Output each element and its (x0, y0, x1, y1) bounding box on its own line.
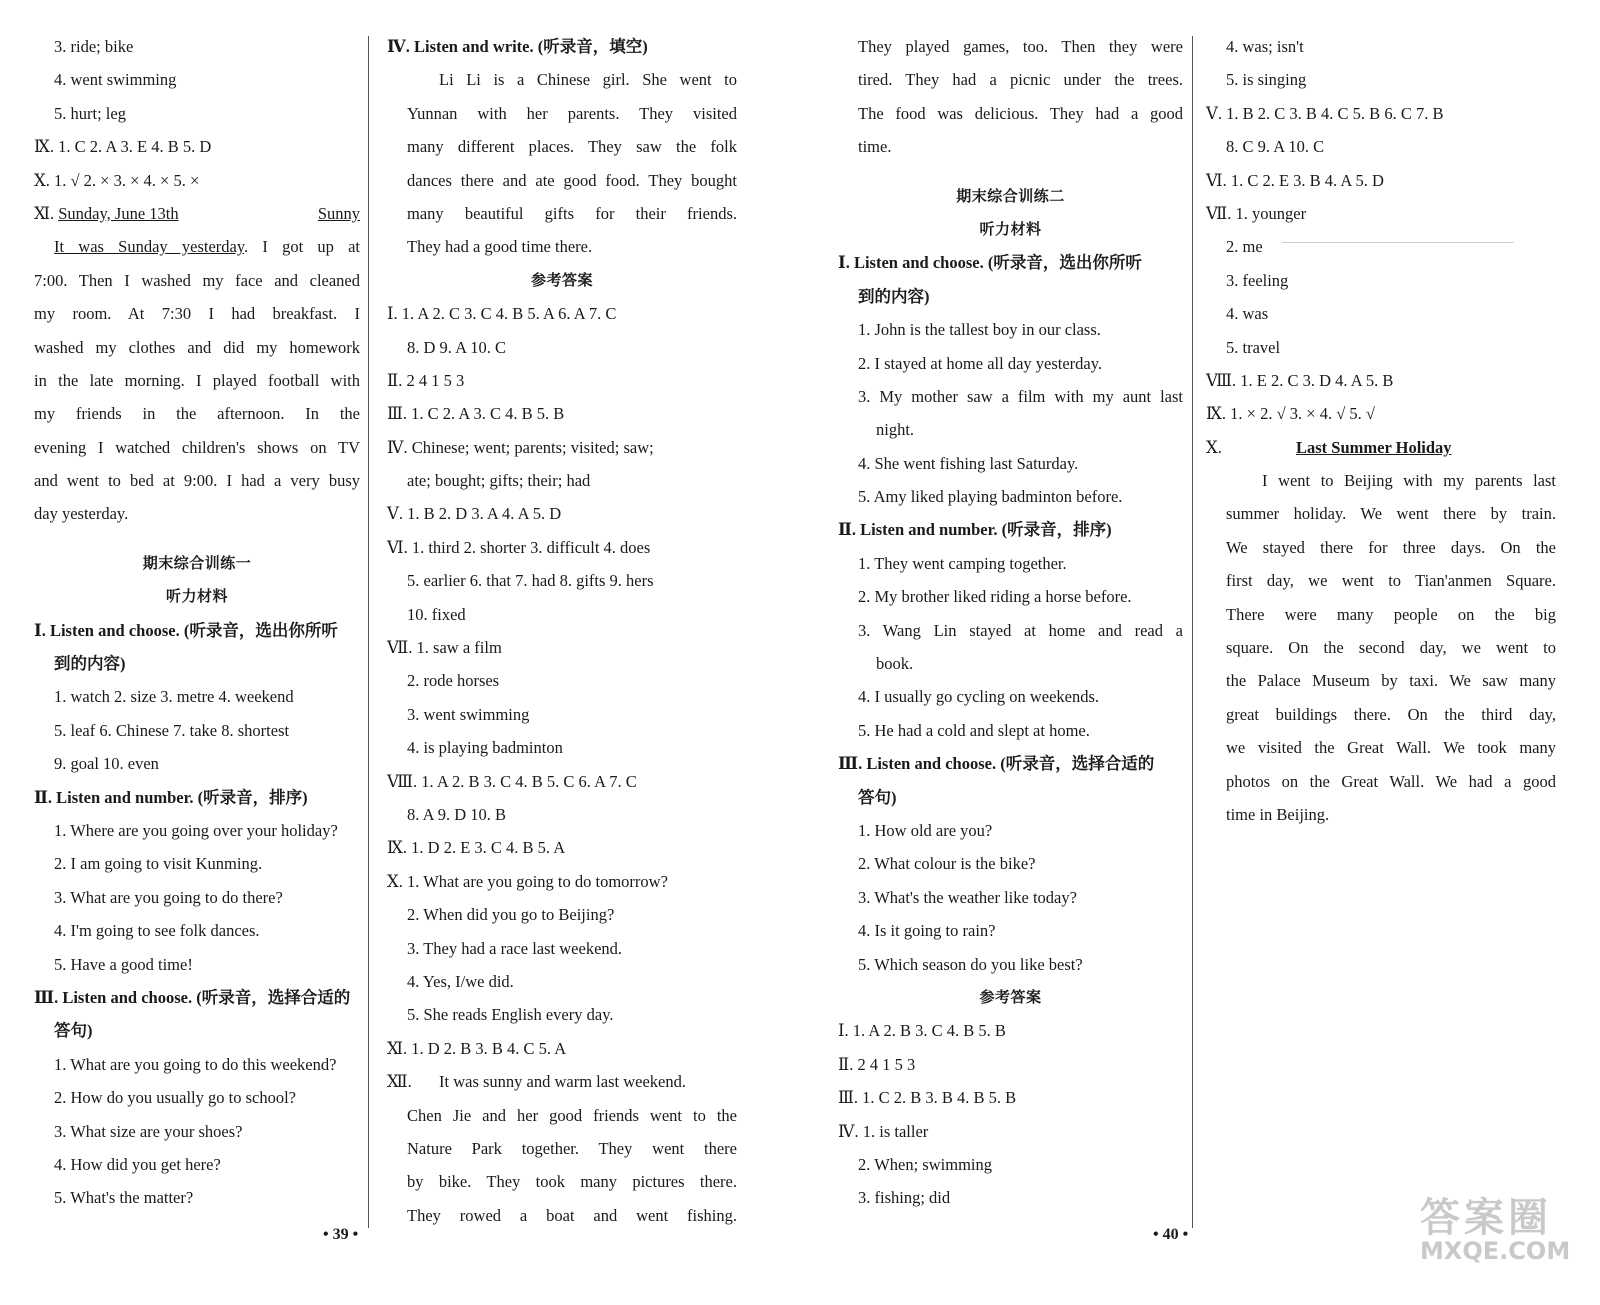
essay-line: Chen Jie and her good friends went to the (407, 1105, 737, 1125)
section-number: Ⅹ. (1206, 437, 1222, 457)
answer-line: 2. me (1226, 237, 1263, 257)
underlined-text: It was Sunday yesterday (54, 237, 245, 257)
answer-line: Ⅷ. 1. E 2. C 3. D 4. A 5. B (1206, 370, 1394, 390)
answer-line: 3. What size are your shoes? (54, 1121, 243, 1141)
listening-text: many beautiful gifts for their friends. (407, 203, 737, 223)
essay-line: the Palace Museum by taxi. We saw many (1226, 671, 1556, 691)
answer-line: 10. fixed (407, 604, 466, 624)
question-heading: 到的内容) (54, 654, 126, 674)
answer-line: 2. I am going to visit Kunming. (54, 854, 263, 874)
answer-line: 4. was (1226, 304, 1269, 324)
answer-line: 5. What's the matter? (54, 1188, 194, 1208)
essay-line: washed my clothes and did my homework (34, 337, 360, 357)
column-4 (1206, 30, 1556, 831)
section-subtitle: 参考答案 (530, 270, 593, 289)
essay-line: and went to bed at 9:00. I had a very busy (34, 471, 360, 491)
question-heading: 答句) (858, 787, 897, 807)
essay-title: Last Summer Holiday (1296, 437, 1452, 457)
listening-text: many different places. They saw the folk (407, 137, 737, 157)
answer-line: Ⅱ. 2 4 1 5 3 (387, 370, 465, 390)
answer-line: Ⅲ. 1. C 2. B 3. B 4. B 5. B (838, 1088, 1017, 1108)
answer-line: 5. leaf 6. Chinese 7. take 8. shortest (54, 720, 290, 740)
essay-line: my room. At 7:30 I had breakfast. I (34, 304, 360, 324)
answer-line: Ⅰ. 1. A 2. C 3. C 4. B 5. A 6. A 7. C (387, 304, 617, 324)
essay-line: time. (858, 137, 892, 157)
column-divider-right (1192, 36, 1193, 1228)
essay-line: evening I watched children's shows on TV (34, 437, 360, 457)
answer-line: 5. is singing (1226, 70, 1307, 90)
answer-line: Ⅸ. 1. × 2. √ 3. × 4. √ 5. √ (1206, 404, 1375, 424)
answer-line: Ⅶ. 1. saw a film (387, 638, 502, 658)
essay-line: day yesterday. (34, 504, 129, 524)
answer-line: 1. watch 2. size 3. metre 4. weekend (54, 687, 294, 707)
column-3 (838, 30, 1183, 1215)
answer-line: 4. She went fishing last Saturday. (858, 453, 1079, 473)
answer-line: 3. ride; bike (54, 37, 134, 56)
essay-line: 7:00. Then I washed my face and cleaned (34, 270, 360, 290)
listening-text: Li Li is a Chinese girl. She went to (439, 70, 737, 90)
answer-line: ate; bought; gifts; their; had (407, 471, 591, 491)
section-title: 期末综合训练一 (142, 553, 252, 572)
answer-line: 2. What colour is the bike? (858, 854, 1036, 874)
essay-line: great buildings there. On the third day, (1226, 704, 1556, 724)
answer-line: 3. What's the weather like today? (858, 887, 1077, 907)
watermark-url: MXQE.COM (1420, 1237, 1571, 1265)
answer-line: Ⅲ. 1. C 2. A 3. C 4. B 5. B (387, 404, 565, 424)
answer-line: 5. Amy liked playing badminton before. (858, 487, 1123, 507)
essay-line: We stayed there for three days. On the (1226, 537, 1556, 557)
answer-line: 4. Is it going to rain? (858, 921, 996, 941)
essay-line: photos on the Great Wall. We had a good (1226, 771, 1556, 791)
answer-line: Ⅺ. 1. D 2. B 3. B 4. C 5. A (387, 1038, 567, 1058)
answer-line: 1. They went camping together. (858, 553, 1067, 573)
question-heading: Ⅱ. Listen and number. (听录音，排序) (34, 787, 308, 807)
answer-line: 4. was; isn't (1226, 37, 1304, 56)
answer-line: 1. John is the tallest boy in our class. (858, 320, 1101, 340)
answer-line: 2. I stayed at home all day yesterday. (858, 353, 1103, 373)
answer-line: Ⅳ. 1. is taller (838, 1121, 929, 1141)
answer-line: 3. My mother saw a film with my aunt last (858, 386, 1183, 406)
page-number-right: • 40 • (1153, 1226, 1189, 1243)
question-heading: 到的内容) (858, 286, 930, 306)
answer-line: Ⅸ. 1. D 2. E 3. C 4. B 5. A (387, 838, 566, 858)
section-subtitle: 听力材料 (979, 219, 1042, 238)
question-heading: Ⅳ. Listen and write. (听录音，填空) (387, 37, 648, 56)
question-heading: Ⅲ. Listen and choose. (听录音，选择合适的 (34, 987, 351, 1007)
answer-line: Ⅵ. 1. C 2. E 3. B 4. A 5. D (1206, 170, 1384, 190)
diary-header (34, 197, 360, 230)
section-number: Ⅻ. (387, 1072, 412, 1092)
essay-line (34, 230, 360, 263)
answer-line: 5. Have a good time! (54, 954, 193, 974)
answer-line: 5. Which season do you like best? (858, 954, 1083, 974)
answer-line: 4. went swimming (54, 70, 177, 90)
answer-line: Ⅴ. 1. B 2. C 3. B 4. C 5. B 6. C 7. B (1206, 103, 1444, 123)
essay-text: . I got up at (244, 237, 360, 257)
essay-line: Nature Park together. They went there (407, 1138, 737, 1158)
watermark-logo (1420, 1186, 1580, 1286)
column-2 (387, 30, 737, 1232)
column-divider-left (368, 36, 369, 1228)
section-subtitle: 听力材料 (165, 587, 228, 606)
page-number-left: • 39 • (323, 1226, 359, 1243)
answer-line: 3. went swimming (407, 704, 530, 724)
listening-text: dances there and ate good food. They bought (407, 170, 737, 190)
essay-line: I went to Beijing with my parents last (1262, 471, 1556, 491)
answer-line: 2. rode horses (407, 671, 500, 691)
answer-line: 3. feeling (1226, 270, 1289, 290)
answer-line: 3. fishing; did (858, 1188, 951, 1208)
question-heading: 答句) (54, 1021, 93, 1041)
answer-line: 2. How do you usually go to school? (54, 1088, 296, 1108)
answer-line: 2. When; swimming (858, 1154, 992, 1174)
essay-line: square. On the second day, we went to (1226, 638, 1556, 658)
essay-line: They rowed a boat and went fishing. (407, 1205, 737, 1225)
answer-line: Ⅵ. 1. third 2. shorter 3. difficult 4. does (387, 537, 651, 557)
essay-line: first day, we went to Tian'anmen Square. (1226, 571, 1556, 591)
answer-line: 8. A 9. D 10. B (407, 804, 507, 824)
essay-line: The food was delicious. They had a good (858, 103, 1183, 123)
answer-line: 4. I'm going to see folk dances. (54, 921, 260, 941)
answer-line: Ⅱ. 2 4 1 5 3 (838, 1054, 916, 1074)
question-heading: Ⅰ. Listen and choose. (听录音，选出你所听 (838, 253, 1142, 273)
answer-line: night. (876, 420, 915, 440)
answer-line: Ⅰ. 1. A 2. B 3. C 4. B 5. B (838, 1021, 1006, 1041)
essay-line: tired. They had a picnic under the trees. (858, 70, 1183, 90)
answer-line: 4. is playing badminton (407, 738, 563, 758)
essay-line: we visited the Great Wall. We took many (1226, 738, 1556, 758)
diary-date: Sunday, June 13th (58, 203, 179, 223)
answer-line: 1. What are you going to do this weekend? (54, 1054, 337, 1074)
essay-line (387, 1065, 737, 1098)
answer-line: 3. Wang Lin stayed at home and read a (858, 620, 1183, 640)
answer-line: 5. hurt; leg (54, 103, 126, 123)
listening-text: They had a good time there. (407, 237, 593, 257)
essay-line: by bike. They took many pictures there. (407, 1172, 737, 1192)
answer-line: 1. How old are you? (858, 820, 993, 840)
answer-line: 5. She reads English every day. (407, 1005, 614, 1025)
essay-line: in the late morning. I played football with (34, 370, 360, 390)
answer-line: Ⅷ. 1. A 2. B 3. C 4. B 5. C 6. A 7. C (387, 771, 637, 791)
answer-line: 5. He had a cold and slept at home. (858, 720, 1090, 740)
question-heading: Ⅲ. Listen and choose. (听录音，选择合适的 (838, 754, 1155, 774)
question-heading: Ⅰ. Listen and choose. (听录音，选出你所听 (34, 620, 338, 640)
answer-line: Ⅶ. 1. younger (1206, 203, 1307, 223)
answer-line: Ⅴ. 1. B 2. D 3. A 4. A 5. D (387, 504, 562, 524)
essay-line: time in Beijing. (1226, 804, 1330, 824)
answer-line: 8. D 9. A 10. C (407, 337, 507, 357)
answer-line: Ⅳ. Chinese; went; parents; visited; saw; (387, 437, 654, 457)
answer-line: 2. My brother liked riding a horse before. (858, 587, 1132, 607)
column-1 (34, 30, 360, 1215)
section-number: Ⅺ. (34, 203, 55, 223)
answer-line: 4. I usually go cycling on weekends. (858, 687, 1100, 707)
watermark-text: 答案圈 (1420, 1195, 1552, 1241)
answer-line: Ⅸ. 1. C 2. A 3. E 4. B 5. D (34, 137, 212, 157)
answer-line: 3. What are you going to do there? (54, 887, 283, 907)
section-title: 期末综合训练二 (956, 186, 1065, 205)
essay-header (1206, 431, 1556, 464)
answer-line: 5. travel (1226, 337, 1281, 357)
answer-line: 9. goal 10. even (54, 754, 159, 774)
answer-line: 1. Where are you going over your holiday? (54, 820, 338, 840)
diary-weather: Sunny (317, 203, 360, 223)
answer-line: 4. How did you get here? (54, 1154, 221, 1174)
answer-line: 3. They had a race last weekend. (407, 938, 623, 958)
answer-line: Ⅹ. 1. √ 2. × 3. × 4. × 5. × (34, 170, 200, 190)
answer-line: 5. earlier 6. that 7. had 8. gifts 9. hers (407, 571, 654, 591)
essay-line: summer holiday. We went there by train. (1226, 504, 1556, 524)
section-subtitle: 参考答案 (979, 987, 1042, 1006)
essay-line: There were many people on the big (1226, 604, 1556, 624)
answer-line: book. (876, 654, 914, 674)
question-heading: Ⅱ. Listen and number. (听录音，排序) (838, 520, 1112, 540)
essay-line: my friends in the afternoon. In the (34, 404, 360, 424)
answer-line: Ⅹ. 1. What are you going to do tomorrow? (387, 871, 668, 891)
essay-text: It was sunny and warm last weekend. (439, 1072, 686, 1092)
listening-text: Yunnan with her parents. They visited (407, 103, 737, 123)
answer-line: 2. When did you go to Beijing? (407, 905, 615, 925)
answer-line: 4. Yes, I/we did. (407, 971, 514, 991)
essay-line: They played games, too. Then they were (858, 37, 1183, 56)
answer-line: 8. C 9. A 10. C (1226, 137, 1325, 157)
